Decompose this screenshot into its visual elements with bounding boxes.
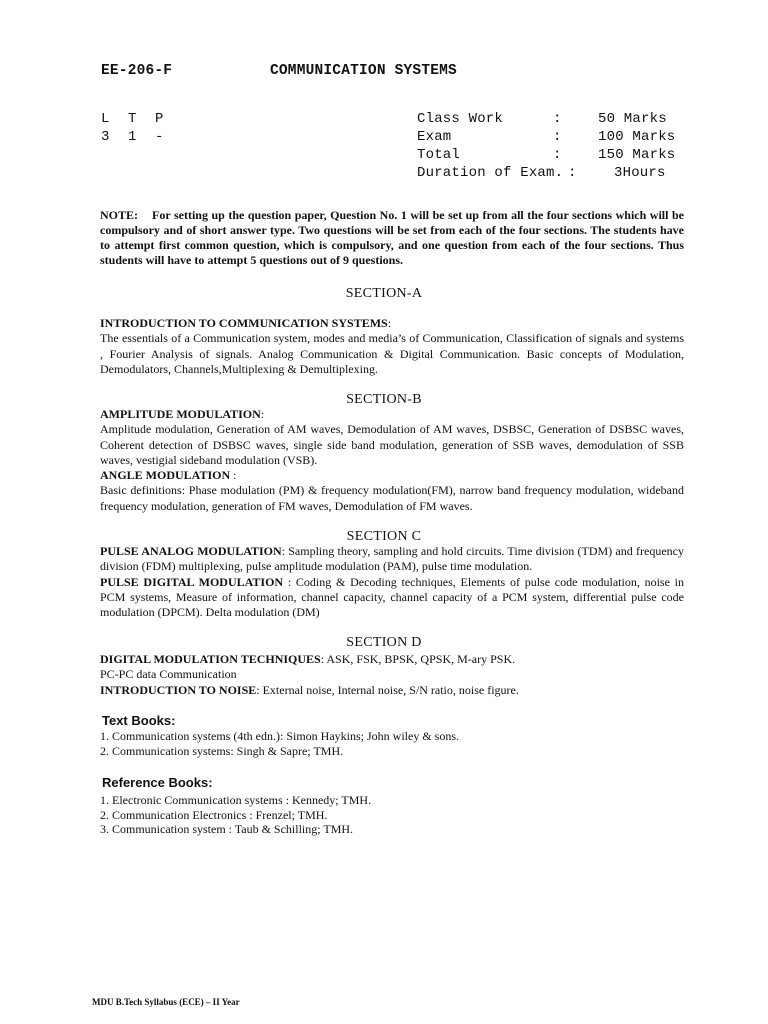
ltp-label-p: P (155, 111, 164, 127)
topic-text: Amplitude modulation, Generation of AM waves, Demodulation of AM waves, DSBSC, Generation of DSBSC waves, Coherent detection of DSBSC waves, single side band modulation, generation of SSB waves, demodulation of SSB waves, vestigial sideband modulation (VSB). (100, 422, 684, 467)
topic-separator: : (260, 407, 265, 421)
topic-text: : Coding & Decoding techniques, Elements of pulse code modulation, noise in PCM systems, Measure of information, channel capacity, channel capacity of a PCM system, differential pulse code modulation (DPCM). Delta modulation (DM) (100, 574, 685, 620)
list-item: 2. Communication Electronics : Frenzel; TMH. (100, 807, 328, 822)
marks-value: 150 Marks (598, 147, 676, 163)
list-item: 3. Communication system : Taub & Schilling; TMH. (100, 822, 354, 836)
ltp-label-l: L (101, 111, 110, 127)
ltp-value-p: - (155, 129, 164, 145)
topic-text: : ASK, FSK, BPSK, QPSK, M-ary PSK. (320, 652, 516, 666)
ltp-value-t: 1 (128, 129, 137, 145)
topic-title: DIGITAL MODULATION TECHNIQUES (100, 652, 321, 666)
list-item: 2. Communication systems: Singh & Sapre; TMH. (100, 743, 344, 758)
marks-colon: : (553, 147, 562, 163)
section-c-heading: SECTION C (346, 529, 422, 544)
list-item: 1. Electronic Communication systems : Kennedy; TMH. (100, 793, 372, 807)
topic-line: PC-PC data Communication (100, 667, 237, 682)
topic-title: PULSE DIGITAL MODULATION (100, 574, 284, 589)
note-text: For setting up the question paper, Question No. 1 will be set up from all the four sections which will be compulsory and of short answer type. Two questions will be set from each of the four sections. The students have to attempt first common question, which is compulsory, and one question from each of the four sections. Thus students will have to attempt 5 questions out of 9 questions. (100, 208, 684, 267)
exam-note (100, 208, 684, 268)
section-d-body (100, 652, 684, 698)
marks-colon: : (553, 129, 562, 145)
topic-text: The essentials of a Communication system, modes and media’s of Communication, Classification of signals and systems , Fourier Analysis of signals. Analog Communication & Digital Communication. Basic concepts of Modulation, Demodulators, Channels,Multiplexing & Demultiplexing. (100, 331, 684, 376)
reference-books-heading: Reference Books: (102, 775, 213, 790)
list-item: 1. Communication systems (4th edn.): Simon Haykins; John wiley & sons. (100, 729, 459, 743)
section-b-heading: SECTION-B (346, 392, 422, 407)
course-code: EE-206-F (101, 63, 173, 79)
section-d-heading: SECTION D (346, 635, 422, 650)
marks-label: Class Work (417, 111, 504, 127)
course-title: COMMUNICATION SYSTEMS (270, 63, 457, 79)
marks-value: 100 Marks (598, 129, 676, 145)
marks-value: 3Hours (614, 165, 666, 181)
ltp-value-l: 3 (101, 129, 110, 145)
section-a-body (100, 316, 684, 377)
topic-title: PULSE ANALOG MODULATION (100, 544, 282, 558)
marks-label: Duration of Exam. (417, 165, 564, 181)
topic-text: : Sampling theory, sampling and hold circuits. Time division (TDM) and frequency division (FDM) multiplexing, pulse amplitude modulation (PAM), pulse time modulation. (100, 544, 684, 574)
topic-text: : External noise, Internal noise, S/N ratio, noise figure. (256, 682, 519, 697)
marks-value: 50 Marks (598, 111, 667, 127)
marks-colon: : (553, 111, 562, 127)
marks-colon: : (568, 165, 577, 181)
topic-text: Basic definitions: Phase modulation (PM) & frequency modulation(FM), narrow band frequency modulation, wideband frequency modulation, generation of FM waves, Demodulation of FM waves. (100, 483, 684, 513)
note-label: NOTE: (100, 208, 139, 222)
topic-title: INTRODUCTION TO COMMUNICATION SYSTEMS (100, 316, 388, 330)
topic-title: AMPLITUDE MODULATION (100, 407, 261, 421)
topic-title: ANGLE MODULATION (100, 468, 231, 483)
ltp-label-t: T (128, 111, 137, 127)
text-books-list (100, 729, 459, 758)
section-b-body (100, 407, 684, 514)
topic-separator: : (387, 316, 392, 330)
text-books-heading: Text Books: (102, 713, 176, 728)
marks-label: Total (417, 147, 461, 163)
section-c-body (100, 544, 684, 620)
reference-books-list (100, 793, 371, 837)
page-footer: MDU B.Tech Syllabus (ECE) – II Year (92, 997, 240, 1007)
topic-title: INTRODUCTION TO NOISE (100, 682, 257, 697)
section-a-heading: SECTION-A (345, 286, 423, 301)
topic-separator: : (230, 468, 237, 483)
marks-label: Exam (417, 129, 452, 145)
